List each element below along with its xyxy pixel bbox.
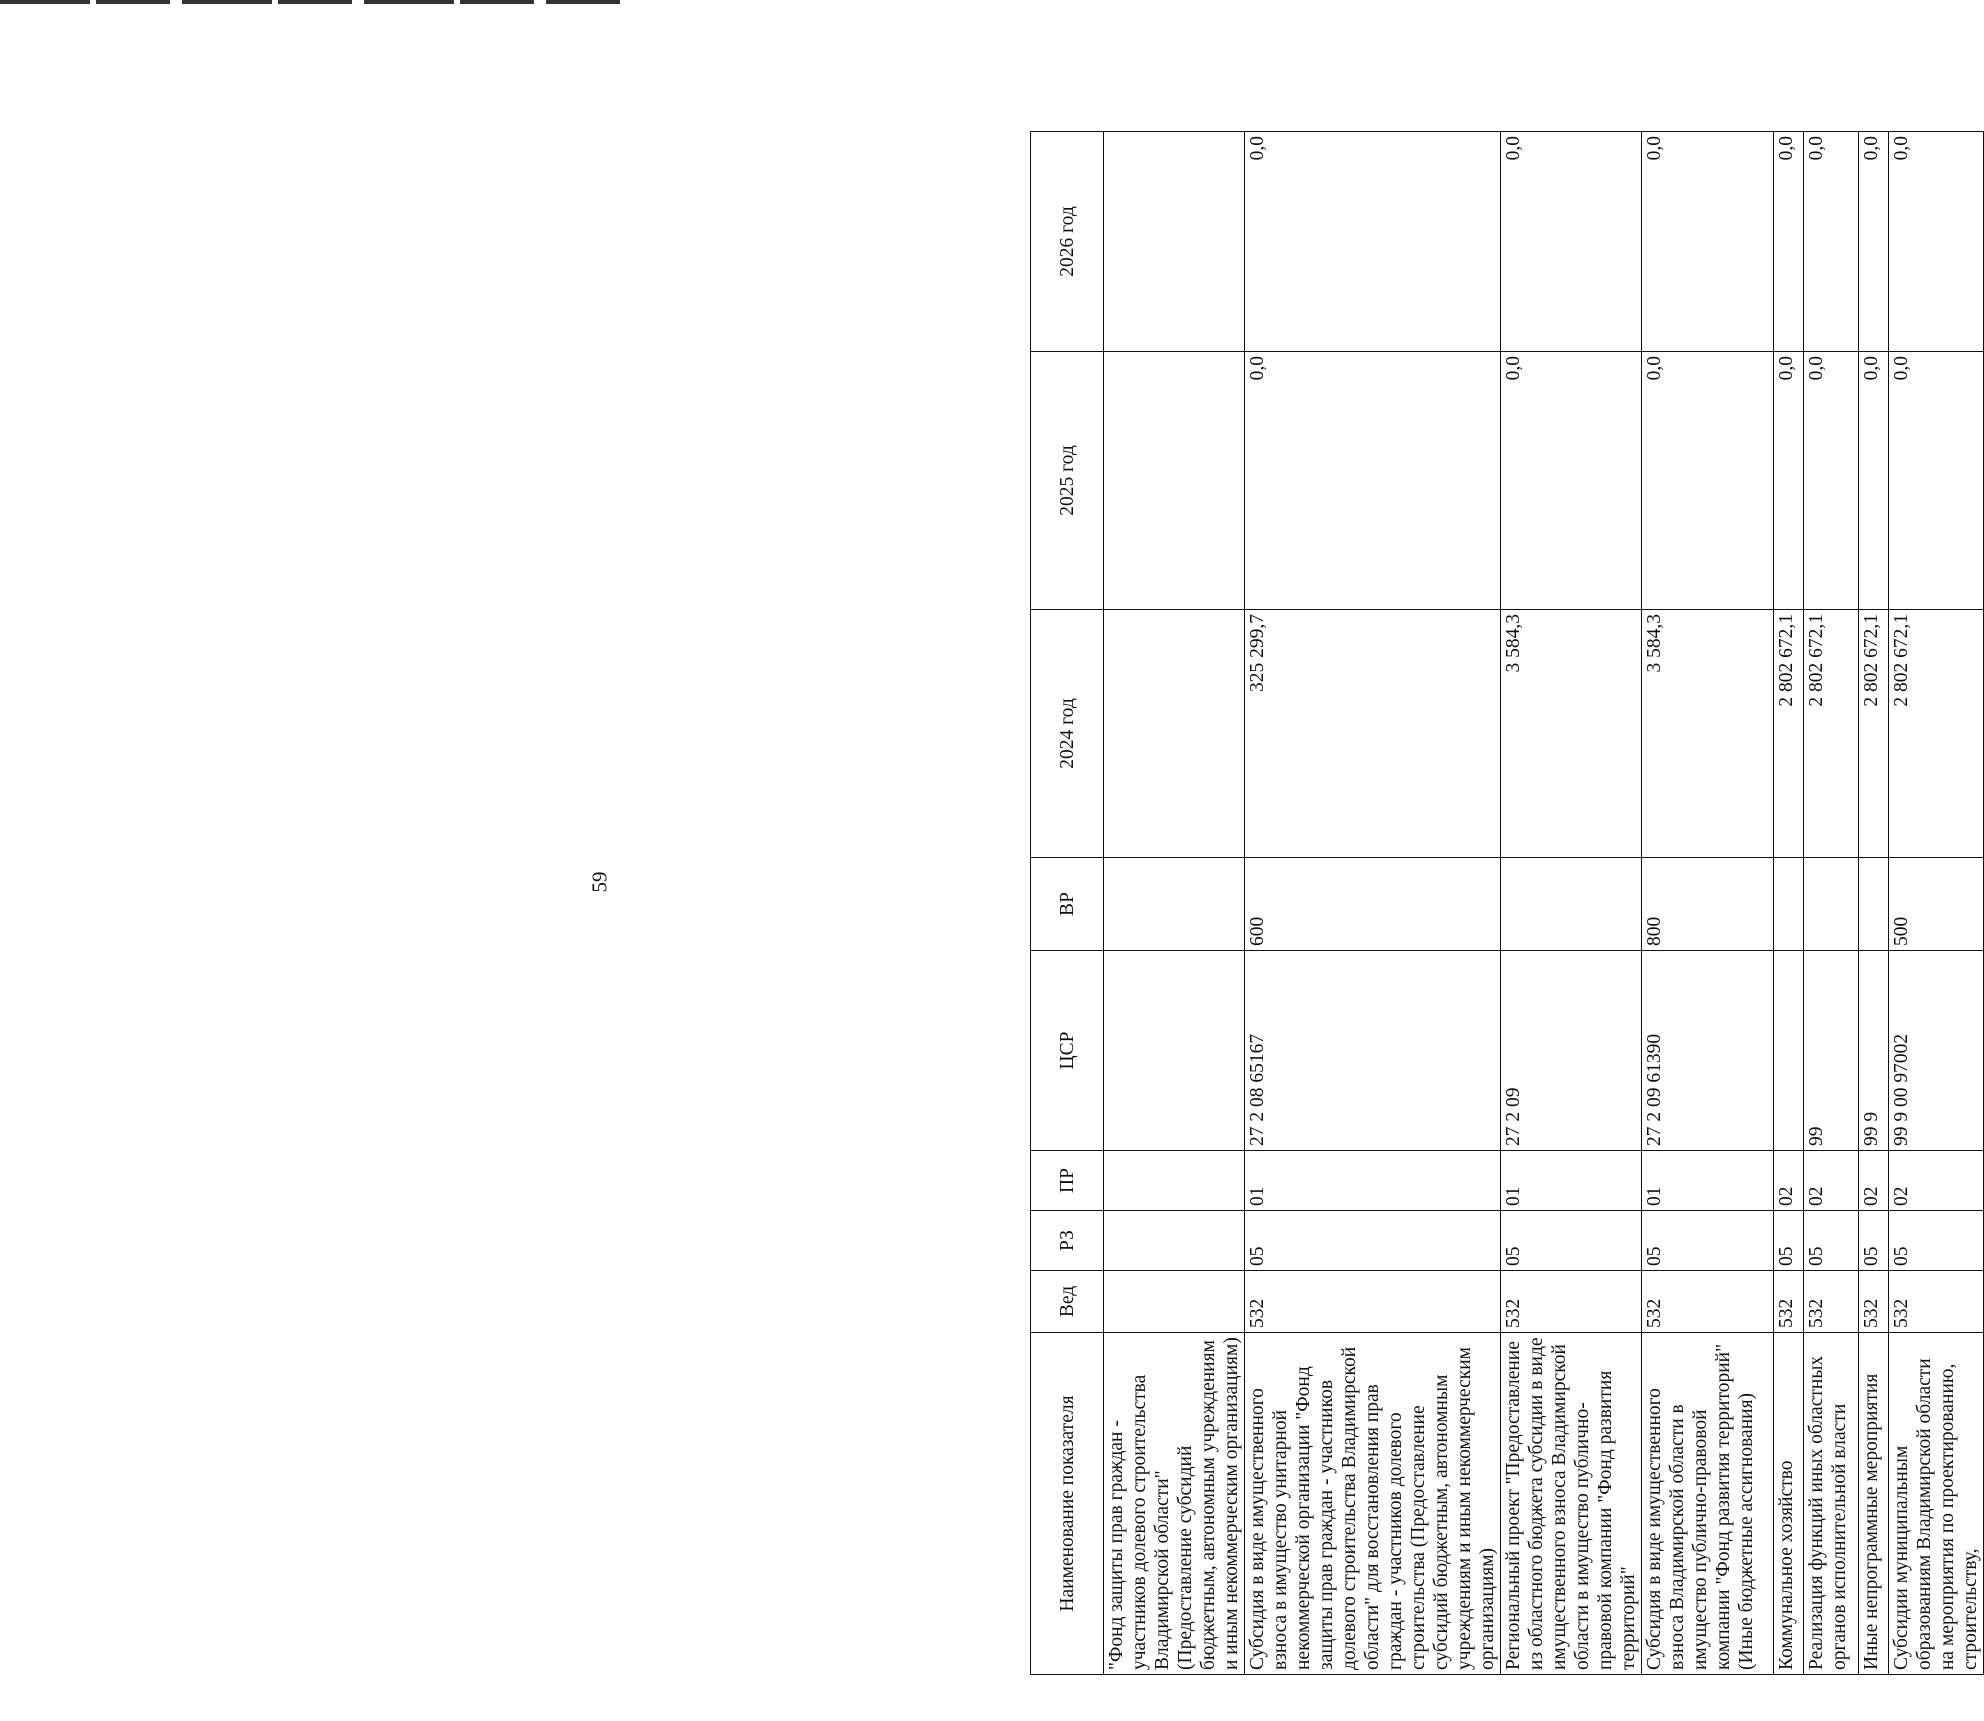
page-number: 59 (587, 871, 612, 893)
table-row (1501, 132, 1642, 1675)
header-csr: ЦСР (1031, 951, 1104, 1151)
cell-2026: 0,0 (1642, 132, 1774, 352)
cell-2024 (1104, 610, 1245, 858)
table-header-row (1031, 132, 1104, 1675)
cell-pr: 02 (1889, 1151, 1984, 1211)
cell-2024: 2 802 672,1 (1859, 610, 1889, 858)
cell-name: Иные непрограммные мероприятия (1859, 1333, 1889, 1675)
cell-vr: 600 (1245, 858, 1501, 951)
header-2026: 2026 год (1031, 132, 1104, 352)
cell-pr: 01 (1245, 1151, 1501, 1211)
cell-rz: 05 (1774, 1211, 1804, 1271)
budget-table (1030, 131, 1984, 1675)
cell-vr: 500 (1889, 858, 1984, 951)
cell-2025: 0,0 (1889, 352, 1984, 610)
cell-2026: 0,0 (1859, 132, 1889, 352)
cell-ved: 532 (1889, 1271, 1984, 1333)
cell-csr: 27 2 08 65167 (1245, 951, 1501, 1151)
cell-name: "Фонд защиты прав граждан - участников долевого строительства Владимирской области" (Предоставление субсидий бюджетным, автономным учреждениям и иным некоммерческим организациям) (1104, 1333, 1245, 1675)
cell-2026: 0,0 (1804, 132, 1859, 352)
cell-csr (1774, 951, 1804, 1151)
cell-csr: 99 (1804, 951, 1859, 1151)
cell-ved: 532 (1804, 1271, 1859, 1333)
cell-pr: 01 (1501, 1151, 1642, 1211)
cell-vr (1501, 858, 1642, 951)
table-row (1104, 132, 1245, 1675)
cell-rz: 05 (1859, 1211, 1889, 1271)
cell-csr: 99 9 (1859, 951, 1889, 1151)
header-rz: РЗ (1031, 1211, 1104, 1271)
cell-ved: 532 (1859, 1271, 1889, 1333)
cell-rz: 05 (1804, 1211, 1859, 1271)
cell-csr: 99 9 00 97002 (1889, 951, 1984, 1151)
cell-2026: 0,0 (1889, 132, 1984, 352)
cell-csr: 27 2 09 (1501, 951, 1642, 1151)
header-name: Наименование показателя (1031, 1333, 1104, 1675)
cell-2025: 0,0 (1501, 352, 1642, 610)
cell-2024: 2 802 672,1 (1804, 610, 1859, 858)
cell-rz: 05 (1501, 1211, 1642, 1271)
cell-pr: 02 (1859, 1151, 1889, 1211)
cell-vr (1104, 858, 1245, 951)
scan-edge-artifact (0, 0, 620, 4)
cell-2026: 0,0 (1501, 132, 1642, 352)
budget-table-rotated (1030, 132, 1981, 1675)
cell-2025: 0,0 (1642, 352, 1774, 610)
header-2024: 2024 год (1031, 610, 1104, 858)
header-vr: ВР (1031, 858, 1104, 951)
table-row (1774, 132, 1804, 1675)
cell-csr: 27 2 09 61390 (1642, 951, 1774, 1151)
cell-name: Субсидия в виде имущественного взноса Владимирской области в имущество публично-правовой компании "Фонд развития территорий" (Иные бюджетные ассигнования) (1642, 1333, 1774, 1675)
cell-name: Региональный проект "Предоставление из областного бюджета субсидии в виде имущественного взноса Владимирской области в имущество публично-правовой компании "Фонд развития территорий" (1501, 1333, 1642, 1675)
cell-rz: 05 (1245, 1211, 1501, 1271)
cell-csr (1104, 951, 1245, 1151)
cell-2025: 0,0 (1245, 352, 1501, 610)
header-pr: ПР (1031, 1151, 1104, 1211)
table-row (1889, 132, 1984, 1675)
cell-2025: 0,0 (1859, 352, 1889, 610)
cell-2025: 0,0 (1774, 352, 1804, 610)
cell-2026 (1104, 132, 1245, 352)
cell-ved: 532 (1501, 1271, 1642, 1333)
cell-name: Реализация функций иных областных органов исполнительной власти (1804, 1333, 1859, 1675)
cell-2024: 3 584,3 (1642, 610, 1774, 858)
cell-2024: 325 299,7 (1245, 610, 1501, 858)
table-row (1804, 132, 1859, 1675)
cell-pr: 01 (1642, 1151, 1774, 1211)
table-row (1859, 132, 1889, 1675)
cell-rz: 05 (1642, 1211, 1774, 1271)
cell-ved (1104, 1271, 1245, 1333)
cell-vr (1804, 858, 1859, 951)
cell-ved: 532 (1774, 1271, 1804, 1333)
table-row (1245, 132, 1501, 1675)
cell-ved: 532 (1642, 1271, 1774, 1333)
cell-vr: 800 (1642, 858, 1774, 951)
cell-rz (1104, 1211, 1245, 1271)
header-2025: 2025 год (1031, 352, 1104, 610)
cell-name: Коммунальное хозяйство (1774, 1333, 1804, 1675)
cell-2026: 0,0 (1774, 132, 1804, 352)
cell-2024: 2 802 672,1 (1889, 610, 1984, 858)
table-row (1642, 132, 1774, 1675)
cell-rz: 05 (1889, 1211, 1984, 1271)
cell-2026: 0,0 (1245, 132, 1501, 352)
cell-2025: 0,0 (1804, 352, 1859, 610)
cell-2024: 2 802 672,1 (1774, 610, 1804, 858)
cell-ved: 532 (1245, 1271, 1501, 1333)
cell-pr (1104, 1151, 1245, 1211)
cell-vr (1774, 858, 1804, 951)
cell-2025 (1104, 352, 1245, 610)
cell-vr (1859, 858, 1889, 951)
cell-pr: 02 (1774, 1151, 1804, 1211)
header-ved: Вед (1031, 1271, 1104, 1333)
cell-name: Субсидии муниципальным образованиям Владимирской области на мероприятия по проектированию, строительству, (1889, 1333, 1984, 1675)
cell-pr: 02 (1804, 1151, 1859, 1211)
cell-name: Субсидия в виде имущественного взноса в имущество унитарной некоммерческой организации "Фонд защиты прав граждан - участников долевого строительства Владимирской области" для восстановления прав граждан - участников долевого строительства (Предоставление субсидий бюджетным, автономным учреждениям и иным некоммерческим организациям) (1245, 1333, 1501, 1675)
cell-2024: 3 584,3 (1501, 610, 1642, 858)
